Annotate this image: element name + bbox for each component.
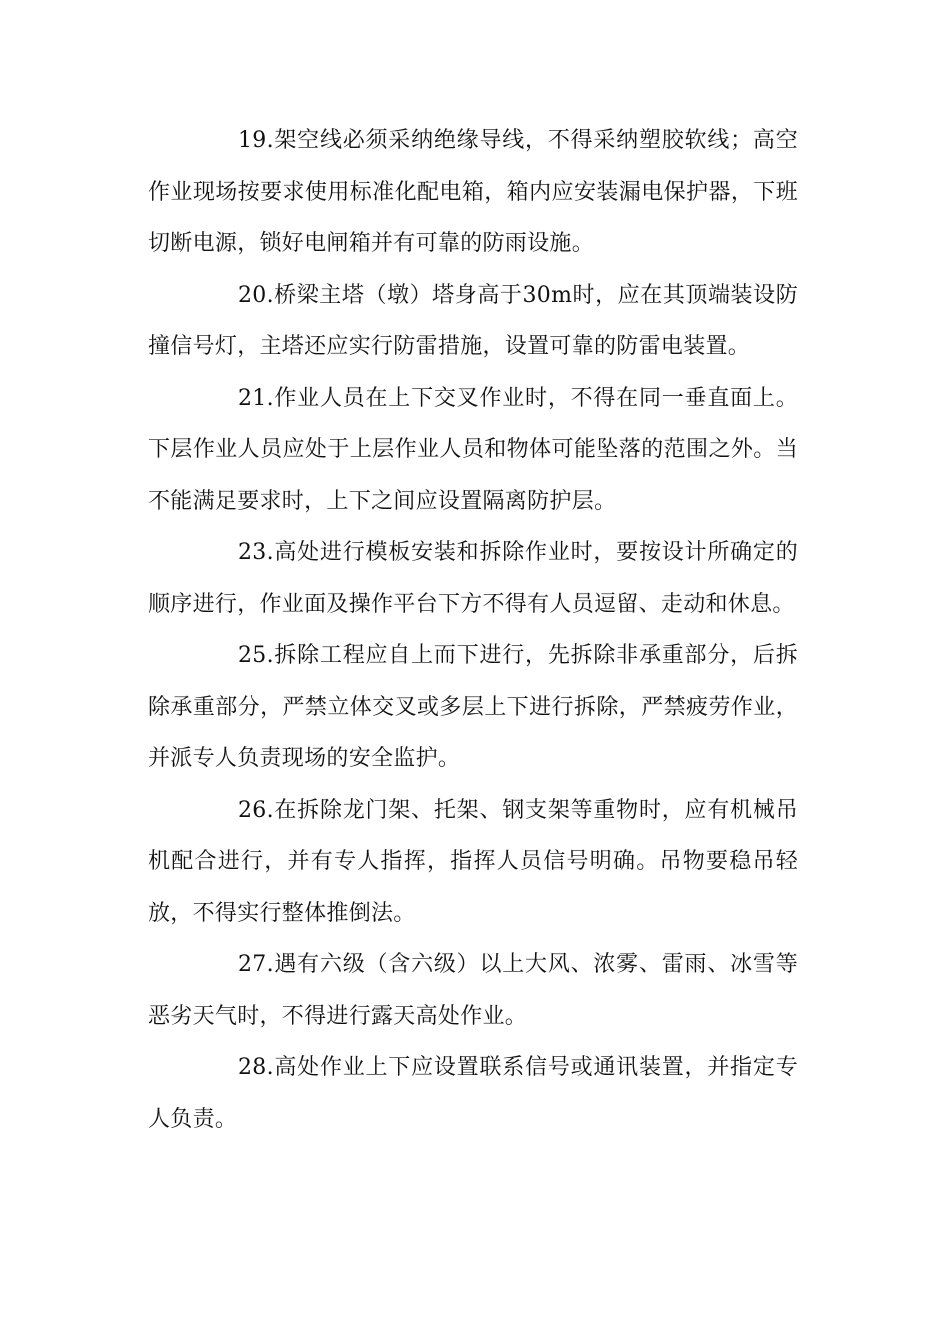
paragraph-item-23: 23.高处进行模板安装和拆除作业时，要按设计所确定的顺序进行，作业面及操作平台下方不得有人员逗留、走动和休息。 [148,540,798,617]
paragraph-item-21: 21.作业人员在上下交叉作业时，不得在同一垂直面上。下层作业人员应处于上层作业人员和物体可能坠落的范围之外。当不能满足要求时，上下之间应设置隔离防护层。 [148,385,798,514]
paragraph-item-20: 20.桥梁主塔（墩）塔身高于30m时，应在其顶端装设防撞信号灯，主塔还应实行防雷措施，设置可靠的防雷电装置。 [148,282,798,359]
paragraph-item-27: 27.遇有六级（含六级）以上大风、浓雾、雷雨、冰雪等恶劣天气时，不得进行露天高处作业。 [148,952,798,1029]
paragraph-item-26: 26.在拆除龙门架、托架、钢支架等重物时，应有机械吊机配合进行，并有专人指挥，指挥人员信号明确。吊物要稳吊轻放，不得实行整体推倒法。 [148,797,798,926]
paragraph-item-28: 28.高处作业上下应设置联系信号或通讯装置，并指定专人负责。 [148,1055,798,1132]
paragraph-item-19: 19.架空线必须采纳绝缘导线，不得采纳塑胶软线；高空作业现场按要求使用标准化配电箱，箱内应安装漏电保护器，下班切断电源，锁好电闸箱并有可靠的防雨设施。 [148,128,798,256]
document-body [148,115,798,1145]
paragraph-item-25: 25.拆除工程应自上而下进行，先拆除非承重部分，后拆除承重部分，严禁立体交叉或多层上下进行拆除，严禁疲劳作业，并派专人负责现场的安全监护。 [148,643,798,771]
